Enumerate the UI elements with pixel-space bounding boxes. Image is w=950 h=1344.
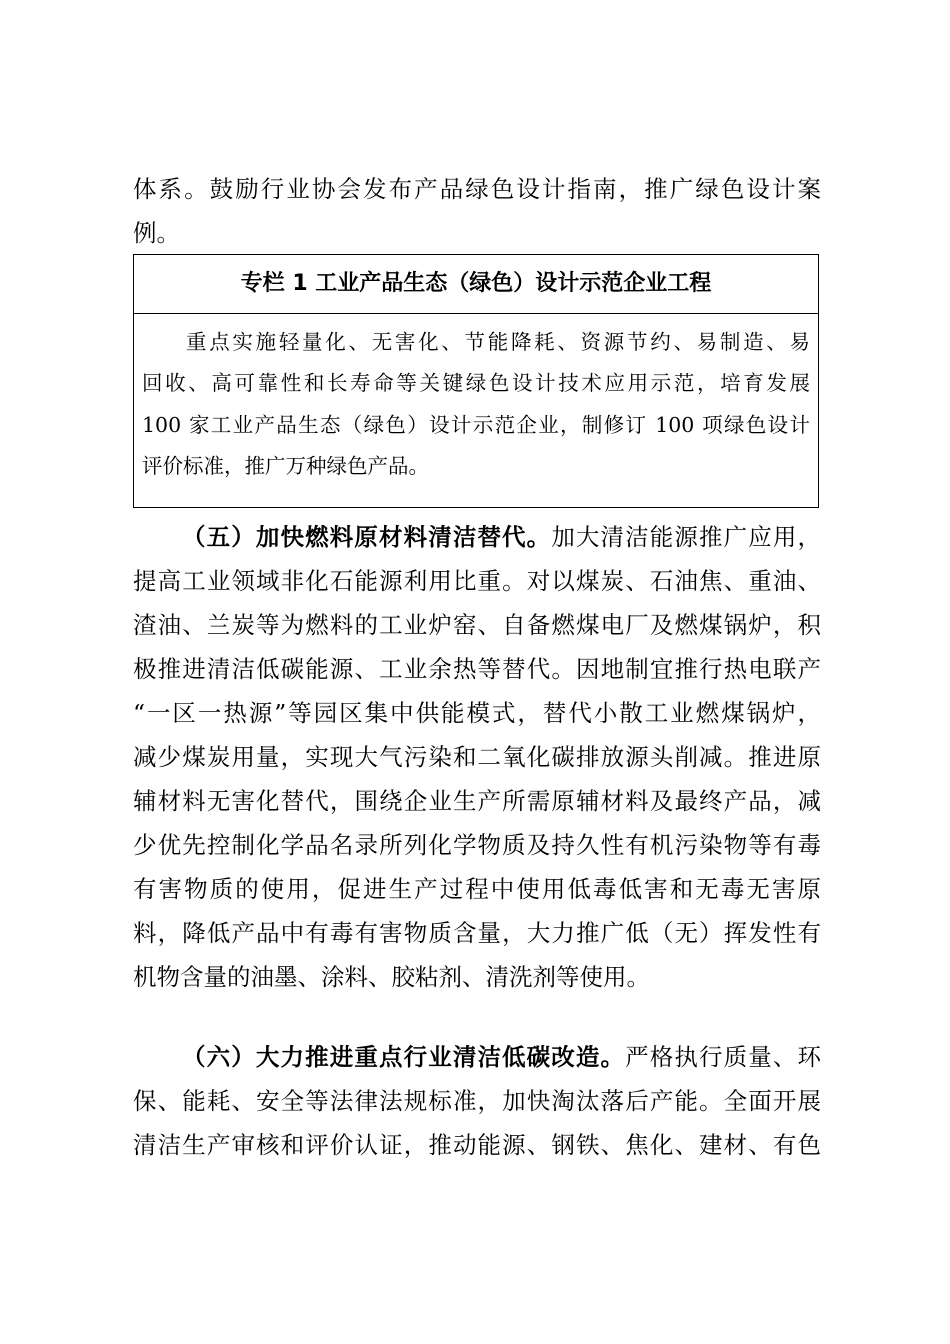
section5-line-6: 减少煤炭用量，实现大气污染和二氧化碳排放源头削减。推进原 [133, 743, 821, 771]
section5-first-line [182, 515, 821, 559]
section5-heading: （五）加快燃料原材料清洁替代。 [182, 523, 552, 551]
section6-heading: （六）大力推进重点行业清洁低碳改造。 [182, 1043, 626, 1071]
section6-first-line [182, 1035, 821, 1079]
section6-line-2: 保、能耗、安全等法律法规标准，加快淘汰落后产能。全面开展 [133, 1087, 821, 1115]
section6-line-3: 清洁生产审核和评价认证，推动能源、钢铁、焦化、建材、有色 [133, 1131, 821, 1159]
section5-first-rest: 加大清洁能源推广应用， [551, 523, 822, 551]
feature-box-line-2: 回收、高可靠性和长寿命等关键绿色设计技术应用示范，培育发展 [142, 371, 810, 395]
feature-box-line-4: 评价标准，推广万种绿色产品。 [142, 454, 429, 478]
feature-box-header [134, 255, 818, 314]
section5-line-8: 少优先控制化学品名录所列化学物质及持久性有机污染物等有毒 [133, 831, 821, 859]
feature-box-line-3: 100 家工业产品生态（绿色）设计示范企业，制修订 100 项绿色设计 [142, 413, 810, 437]
feature-box-line-1: 重点实施轻量化、无害化、节能降耗、资源节约、易制造、易 [186, 330, 810, 354]
section5-line-11: 机物含量的油墨、涂料、胶粘剂、清洗剂等使用。 [133, 963, 650, 991]
section5-line-4: 极推进清洁低碳能源、工业余热等替代。因地制宜推行热电联产 [133, 655, 821, 683]
feature-box [133, 254, 819, 508]
section5-line-10: 料，降低产品中有毒有害物质含量，大力推广低（无）挥发性有 [133, 919, 821, 947]
section5-line-5: “一区一热源”等园区集中供能模式，替代小散工业燃煤锅炉， [133, 699, 821, 727]
section5-line-3: 渣油、兰炭等为燃料的工业炉窑、自备燃煤电厂及燃煤锅炉，积 [133, 611, 821, 639]
section5-line-9: 有害物质的使用，促进生产过程中使用低毒低害和无毒无害原 [133, 875, 821, 903]
intro-line-2: 例。 [133, 219, 180, 247]
section5-line-7: 辅材料无害化替代，围绕企业生产所需原辅材料及最终产品，减 [133, 787, 821, 815]
feature-box-title: 专栏 1 工业产品生态（绿色）设计示范企业工程 [240, 271, 712, 296]
intro-line-1: 体系。鼓励行业协会发布产品绿色设计指南，推广绿色设计案 [133, 175, 821, 203]
section6-first-rest: 严格执行质量、环 [625, 1043, 822, 1071]
section5-line-2: 提高工业领域非化石能源利用比重。对以煤炭、石油焦、重油、 [133, 567, 821, 595]
